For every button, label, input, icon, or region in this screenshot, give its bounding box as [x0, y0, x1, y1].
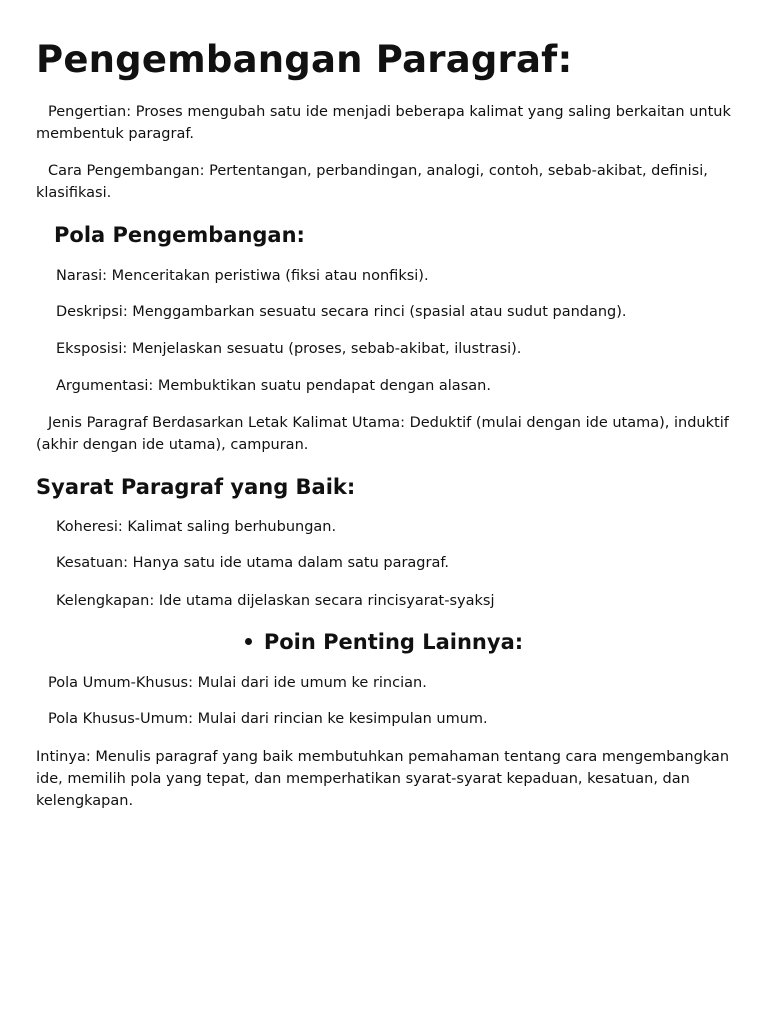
syarat-item-kesatuan: Kesatuan: Hanya satu ide utama dalam satu paragraf.: [56, 555, 450, 571]
syarat-item-koheresi: Koheresi: Kalimat saling berhubungan.: [56, 519, 337, 535]
page-title: Pengembangan Paragraf:: [36, 38, 573, 81]
cara-pengembangan-paragraph: Cara Pengembangan: Pertentangan, perbandingan, analogi, contoh, sebab-akibat, definisi, klasifikasi.: [36, 163, 708, 201]
intinya-paragraph: Intinya: Menulis paragraf yang baik membutuhkan pemahaman tentang cara mengembangkan ide, memilih pola yang tepat, dan memperhatikan syarat-syarat kepaduan, kesatuan, dan kelengkapan.: [36, 749, 730, 809]
pengertian-paragraph: Pengertian: Proses mengubah satu ide menjadi beberapa kalimat yang saling berkaitan untuk membentuk paragraf.: [36, 104, 731, 142]
syarat-item-kelengkapan: Kelengkapan: Ide utama dijelaskan secara rincisyarat-syaksj: [56, 593, 495, 609]
pola-pengembangan-heading: Pola Pengembangan:: [54, 223, 305, 247]
pola-item-eksposisi: Eksposisi: Menjelaskan sesuatu (proses, sebab-akibat, ilustrasi).: [56, 341, 522, 357]
bullet-icon: [245, 638, 252, 645]
jenis-paragraf-paragraph: Jenis Paragraf Berdasarkan Letak Kalimat Utama: Deduktif (mulai dengan ide utama), induktif (akhir dengan ide utama), campuran.: [36, 415, 729, 453]
poin-item-umum-khusus: Pola Umum-Khusus: Mulai dari ide umum ke rincian.: [48, 675, 427, 691]
poin-penting-heading: [36, 628, 732, 656]
pola-item-argumentasi: Argumentasi: Membuktikan suatu pendapat dengan alasan.: [56, 378, 491, 394]
poin-item-khusus-umum: Pola Khusus-Umum: Mulai dari rincian ke kesimpulan umum.: [48, 711, 488, 727]
syarat-paragraf-heading: Syarat Paragraf yang Baik:: [36, 475, 356, 499]
pola-item-narasi: Narasi: Menceritakan peristiwa (fiksi atau nonfiksi).: [56, 268, 429, 284]
pola-item-deskripsi: Deskripsi: Menggambarkan sesuatu secara rinci (spasial atau sudut pandang).: [56, 304, 627, 320]
poin-penting-heading-text: Poin Penting Lainnya:: [263, 630, 524, 654]
